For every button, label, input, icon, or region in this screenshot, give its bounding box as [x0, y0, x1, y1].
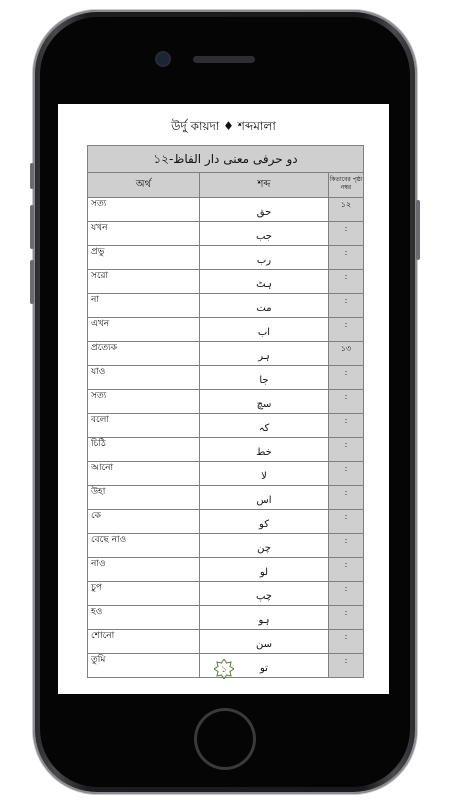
word-cell: ہو: [200, 606, 329, 629]
page-header: উর্দু কায়দা ♦ শব্দমালা: [171, 119, 276, 133]
word-cell: لو: [200, 558, 329, 581]
page-cell: :: [329, 270, 363, 293]
page-cell: :: [329, 534, 363, 557]
table-row: [88, 438, 363, 462]
word-cell: چن: [200, 534, 329, 557]
meaning-cell: হও: [88, 606, 200, 629]
word-cell: مت: [200, 294, 329, 317]
word-cell: اس: [200, 486, 329, 509]
meaning-cell: তুমি: [88, 654, 200, 677]
word-cell: سچ: [200, 390, 329, 413]
meaning-cell: শোনো: [88, 630, 200, 653]
meaning-cell: সত্য: [88, 390, 200, 413]
meaning-cell: না: [88, 294, 200, 317]
page-cell: :: [329, 606, 363, 629]
meaning-cell: যখন: [88, 222, 200, 245]
table-row: [88, 582, 363, 606]
meaning-cell: বেছে নাও: [88, 534, 200, 557]
word-cell: جب: [200, 222, 329, 245]
book-page[interactable]: [58, 104, 389, 694]
page-cell: :: [329, 366, 363, 389]
meaning-cell: প্রত্যেক: [88, 342, 200, 365]
words-table: [87, 145, 364, 678]
table-header-row: [88, 173, 363, 198]
table-row: [88, 222, 363, 246]
word-cell: کہ: [200, 414, 329, 437]
table-row: [88, 462, 363, 486]
word-cell: تو: [200, 654, 329, 677]
table-row: [88, 342, 363, 366]
meaning-cell: প্রভু: [88, 246, 200, 269]
meaning-cell: সত্য: [88, 198, 200, 221]
page-cell: :: [329, 558, 363, 581]
page-cell: :: [329, 318, 363, 341]
table-row: [88, 366, 363, 390]
front-camera: [157, 53, 169, 65]
page-number-badge: [214, 659, 234, 679]
page-cell: :: [329, 222, 363, 245]
page-cell: :: [329, 486, 363, 509]
table-row: [88, 198, 363, 222]
meaning-cell: চুপ: [88, 582, 200, 605]
table-row: [88, 630, 363, 654]
table-row: [88, 390, 363, 414]
word-cell: سن: [200, 630, 329, 653]
column-header-page: কিতাবের পৃষ্ঠা নম্বর: [329, 173, 363, 197]
page-cell: :: [329, 630, 363, 653]
earpiece-speaker: [193, 56, 255, 63]
volume-down-button: [30, 260, 34, 304]
word-cell: خط: [200, 438, 329, 461]
volume-up-button: [30, 163, 34, 189]
table-row: [88, 318, 363, 342]
meaning-cell: যাও: [88, 366, 200, 389]
meaning-cell: কে: [88, 510, 200, 533]
column-header-meaning: অর্থ: [88, 173, 200, 197]
home-button[interactable]: [197, 711, 253, 767]
meaning-cell: নাও: [88, 558, 200, 581]
page-cell: :: [329, 462, 363, 485]
meaning-cell: আনো: [88, 462, 200, 485]
table-body: [88, 198, 363, 677]
table-row: [88, 534, 363, 558]
word-cell: جا: [200, 366, 329, 389]
page-cell: ১২: [329, 198, 363, 221]
page-cell: :: [329, 390, 363, 413]
word-cell: حق: [200, 198, 329, 221]
page-cell: :: [329, 246, 363, 269]
meaning-cell: উহা: [88, 486, 200, 509]
table-row: [88, 510, 363, 534]
meaning-cell: চিঠি: [88, 438, 200, 461]
table-row: [88, 558, 363, 582]
page-cell: ১৩: [329, 342, 363, 365]
word-cell: لا: [200, 462, 329, 485]
table-row: [88, 414, 363, 438]
page-cell: :: [329, 438, 363, 461]
meaning-cell: বলো: [88, 414, 200, 437]
meaning-cell: সরো: [88, 270, 200, 293]
word-cell: ہر: [200, 342, 329, 365]
page-number: ১: [221, 665, 227, 675]
word-cell: ہٹ: [200, 270, 329, 293]
word-cell: رب: [200, 246, 329, 269]
table-title: دو حرفی معنی دار الفاظ-১২: [88, 146, 363, 173]
column-header-word: শব্দ: [200, 173, 329, 197]
table-row: [88, 606, 363, 630]
table-row: [88, 294, 363, 318]
table-row: [88, 246, 363, 270]
power-button: [416, 200, 420, 260]
volume-up-button-2: [30, 205, 34, 249]
table-row: [88, 270, 363, 294]
page-cell: :: [329, 582, 363, 605]
page-cell: :: [329, 510, 363, 533]
word-cell: چپ: [200, 582, 329, 605]
page-cell: :: [329, 414, 363, 437]
word-cell: اب: [200, 318, 329, 341]
page-cell: :: [329, 654, 363, 677]
word-cell: کو: [200, 510, 329, 533]
table-row: [88, 486, 363, 510]
meaning-cell: এখন: [88, 318, 200, 341]
page-cell: :: [329, 294, 363, 317]
